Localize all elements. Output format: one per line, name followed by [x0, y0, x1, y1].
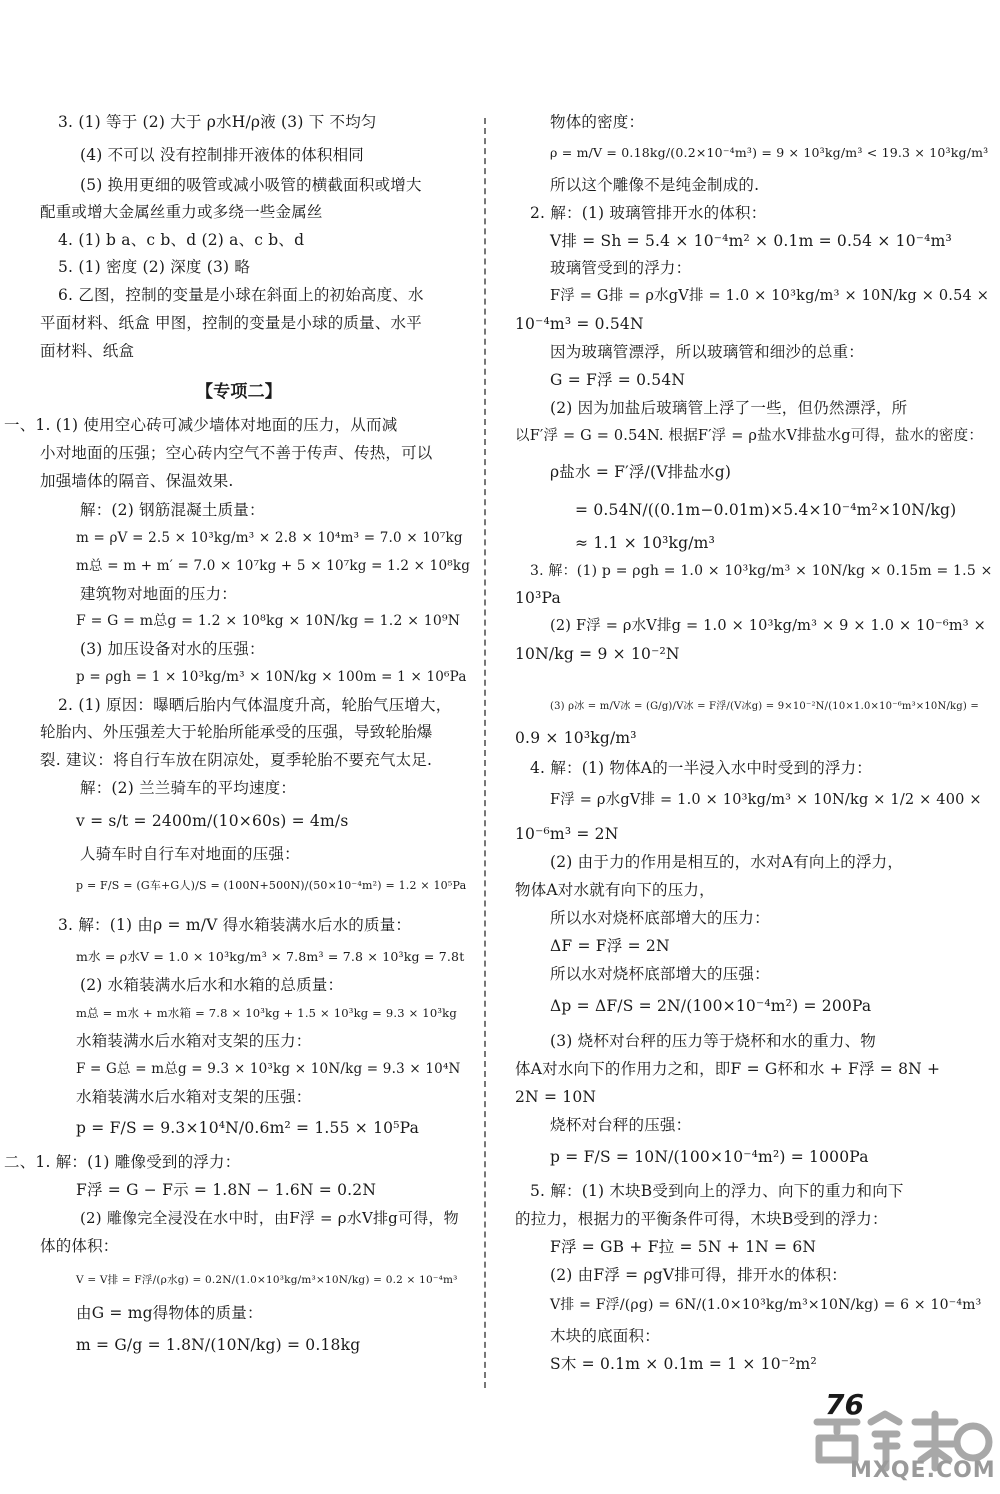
left-line: 面材料、纸盒 [40, 342, 135, 360]
right-line: 所以这个雕像不是纯金制成的. [550, 176, 760, 194]
right-line: p = F/S = 10N/(100×10⁻⁴m²) = 1000Pa [550, 1148, 869, 1166]
right-line: 10³Pa [515, 589, 561, 607]
right-line: 5. 解：(1) 木块B受到向上的浮力、向下的重力和向下 [530, 1182, 904, 1200]
right-line: 2N = 10N [515, 1088, 597, 1106]
right-line: F浮 = ρ水gV排 = 1.0 × 10³kg/m³ × 10N/kg × 1/2 × 400 × [550, 792, 982, 808]
column-divider [484, 118, 486, 1388]
right-line: ρ = m/V = 0.18kg/(0.2×10⁻⁴m³) = 9 × 10³kg/m³ < 19.3 × 10³kg/m³ [550, 145, 989, 160]
right-line: ρ盐水 = F′浮/(V排盐水g) [550, 463, 732, 481]
right-line: 以F′浮 = G = 0.54N. 根据F′浮 = ρ盐水V排盐水g可得，盐水的密度： [515, 428, 984, 444]
left-line: 轮胎内、外压强差大于轮胎所能承受的压强，导致轮胎爆 [40, 723, 433, 741]
left-line: p = ρgh = 1 × 10³kg/m³ × 10N/kg × 100m = 1 × 10⁶Pa [76, 669, 467, 685]
left-line: m总 = m + m′ = 7.0 × 10⁷kg + 5 × 10⁷kg = 1.2 × 10⁸kg [76, 558, 471, 574]
left-line: 平面材料、纸盒 甲图，控制的变量是小球的质量、水平 [40, 314, 422, 332]
right-line: (2) 由F浮 = ρgV排可得，排开水的体积： [550, 1266, 848, 1284]
left-line: m = ρV = 2.5 × 10³kg/m³ × 2.8 × 10⁴m³ = 7.0 × 10⁷kg [76, 530, 463, 546]
right-line: 体A对水向下的作用力之和，即F = G杯和水 + F浮 = 8N + [515, 1060, 941, 1078]
right-line: G = F浮 = 0.54N [550, 371, 686, 389]
left-line: F = G总 = m总g = 9.3 × 10³kg × 10N/kg = 9.3 × 10⁴N [76, 1061, 461, 1077]
right-line: (3) 烧杯对台秤的压力等于烧杯和水的重力、物 [550, 1032, 876, 1050]
left-line: (3) 加压设备对水的压强： [80, 640, 265, 658]
left-line: 配重或增大金属丝重力或多绕一些金属丝 [40, 203, 323, 221]
right-line: 因为玻璃管漂浮，所以玻璃管和细沙的总重： [550, 343, 865, 361]
left-line: v = s/t = 2400m/(10×60s) = 4m/s [76, 812, 349, 830]
right-line: 3. 解：(1) p = ρgh = 1.0 × 10³kg/m³ × 10N/kg × 0.15m = 1.5 × [530, 563, 993, 579]
right-line: (2) 由于力的作用是相互的，水对A有向上的浮力， [550, 853, 904, 871]
left-line: 2. (1) 原因：曝晒后胎内气体温度升高，轮胎气压增大， [58, 696, 452, 714]
left-line: 体的体积： [40, 1237, 119, 1255]
right-line: (3) ρ冰 = m/V冰 = (G/g)/V冰 = F浮/(V冰g) = 9×10⁻²N/(10×1.0×10⁻⁶m³×10N/kg) = [550, 701, 979, 712]
right-line: 木块的底面积： [550, 1327, 660, 1345]
right-line: 所以水对烧杯底部增大的压强： [550, 965, 770, 983]
right-line: 所以水对烧杯底部增大的压力： [550, 909, 770, 927]
right-line: 10⁻⁴m³ = 0.54N [515, 315, 644, 333]
right-line: 10N/kg = 9 × 10⁻²N [515, 645, 680, 663]
left-line: F = G = m总g = 1.2 × 10⁸kg × 10N/kg = 1.2 × 10⁹N [76, 613, 461, 629]
left-line: 5. (1) 密度 (2) 深度 (3) 略 [58, 258, 251, 276]
left-line: 一、1. (1) 使用空心砖可减少墙体对地面的压力，从而减 [4, 416, 398, 434]
right-line: 物体A对水就有向下的压力， [515, 881, 715, 899]
left-line: (5) 换用更细的吸管或减小吸管的横截面积或增大 [80, 176, 422, 194]
left-line: 3. 解：(1) 由ρ = m/V 得水箱装满水后水的质量： [58, 916, 412, 934]
right-line: 的拉力，根据力的平衡条件可得，木块B受到的浮力： [515, 1210, 888, 1228]
right-line: Δp = ΔF/S = 2N/(100×10⁻⁴m²) = 200Pa [550, 997, 872, 1015]
left-line: 水箱装满水后水箱对支架的压强： [76, 1088, 312, 1106]
left-line: 裂. 建议：将自行车放在阴凉处，夏季轮胎不要充气太足. [40, 751, 433, 769]
right-line: S木 = 0.1m × 0.1m = 1 × 10⁻²m² [550, 1355, 817, 1373]
right-line: 0.9 × 10³kg/m³ [515, 729, 637, 747]
right-line: 玻璃管受到的浮力： [550, 259, 692, 277]
right-line: F浮 = G排 = ρ水gV排 = 1.0 × 10³kg/m³ × 10N/kg × 0.54 × [550, 288, 990, 304]
left-line: 二、1. 解：(1) 雕像受到的浮力： [4, 1153, 241, 1171]
right-line: ΔF = F浮 = 2N [550, 937, 670, 955]
right-line: = 0.54N/((0.1m−0.01m)×5.4×10⁻⁴m²×10N/kg) [575, 501, 957, 519]
left-line: p = F/S = (G车+G人)/S = (100N+500N)/(50×10⁻⁴m²) = 1.2 × 10⁵Pa [76, 879, 467, 892]
right-line: (2) F浮 = ρ水V排g = 1.0 × 10³kg/m³ × 9 × 1.0 × 10⁻⁶m³ × [550, 618, 986, 634]
right-line: V排 = Sh = 5.4 × 10⁻⁴m² × 0.1m = 0.54 × 10⁻⁴m³ [550, 232, 952, 250]
left-line: 【专项二】 [196, 382, 282, 402]
left-line: 建筑物对地面的压力： [80, 585, 238, 603]
right-line: 物体的密度： [550, 113, 645, 131]
left-line: 由G = mg得物体的质量： [76, 1304, 263, 1322]
left-line: (4) 不可以 没有控制排开液体的体积相同 [80, 146, 365, 164]
right-line: F浮 = GB + F拉 = 5N + 1N = 6N [550, 1238, 817, 1256]
left-line: V = V排 = F浮/(ρ水g) = 0.2N/(1.0×10³kg/m³×10N/kg) = 0.2 × 10⁻⁴m³ [76, 1274, 458, 1286]
left-line: (2) 水箱装满水后水和水箱的总质量： [80, 976, 344, 994]
right-line: V排 = F浮/(ρg) = 6N/(1.0×10³kg/m³×10N/kg) = 6 × 10⁻⁴m³ [550, 1297, 982, 1313]
left-line: F浮 = G − F示 = 1.8N − 1.6N = 0.2N [76, 1181, 377, 1199]
left-line: 4. (1) b a、c b、d (2) a、c b、d [58, 231, 305, 249]
right-line: ≈ 1.1 × 10³kg/m³ [575, 534, 715, 552]
left-line: (2) 雕像完全浸没在水中时，由F浮 = ρ水V排g可得，物 [80, 1209, 459, 1227]
page-number: 76 [825, 1388, 864, 1421]
left-line: m = G/g = 1.8N/(10N/kg) = 0.18kg [76, 1336, 361, 1354]
right-line: 2. 解：(1) 玻璃管排开水的体积： [530, 204, 767, 222]
right-line: 烧杯对台秤的压强： [550, 1116, 692, 1134]
left-line: p = F/S = 9.3×10⁴N/0.6m² = 1.55 × 10⁵Pa [76, 1119, 420, 1137]
left-line: 6. 乙图，控制的变量是小球在斜面上的初始高度、水 [58, 286, 424, 304]
left-line: 解：(2) 兰兰骑车的平均速度： [80, 779, 297, 797]
left-line: 水箱装满水后水箱对支架的压力： [76, 1032, 312, 1050]
left-line: 人骑车时自行车对地面的压强： [80, 845, 300, 863]
left-line: 小对地面的压强；空心砖内空气不善于传声、传热，可以 [40, 444, 433, 462]
left-line: 加强墙体的隔音、保温效果. [40, 472, 234, 490]
right-line: 10⁻⁶m³ = 2N [515, 825, 619, 843]
left-line: 解：(2) 钢筋混凝土质量： [80, 501, 265, 519]
right-line: 4. 解：(1) 物体A的一半浸入水中时受到的浮力： [530, 759, 872, 777]
left-line: m水 = ρ水V = 1.0 × 10³kg/m³ × 7.8m³ = 7.8 × 10³kg = 7.8t [76, 949, 465, 964]
watermark-text: MXQE.COM [850, 1458, 996, 1483]
right-line: (2) 因为加盐后玻璃管上浮了一些，但仍然漂浮，所 [550, 399, 908, 417]
left-line: 3. (1) 等于 (2) 大于 ρ水H/ρ液 (3) 下 不均匀 [58, 113, 377, 131]
left-line: m总 = m水 + m水箱 = 7.8 × 10³kg + 1.5 × 10³kg = 9.3 × 10³kg [76, 1006, 457, 1020]
